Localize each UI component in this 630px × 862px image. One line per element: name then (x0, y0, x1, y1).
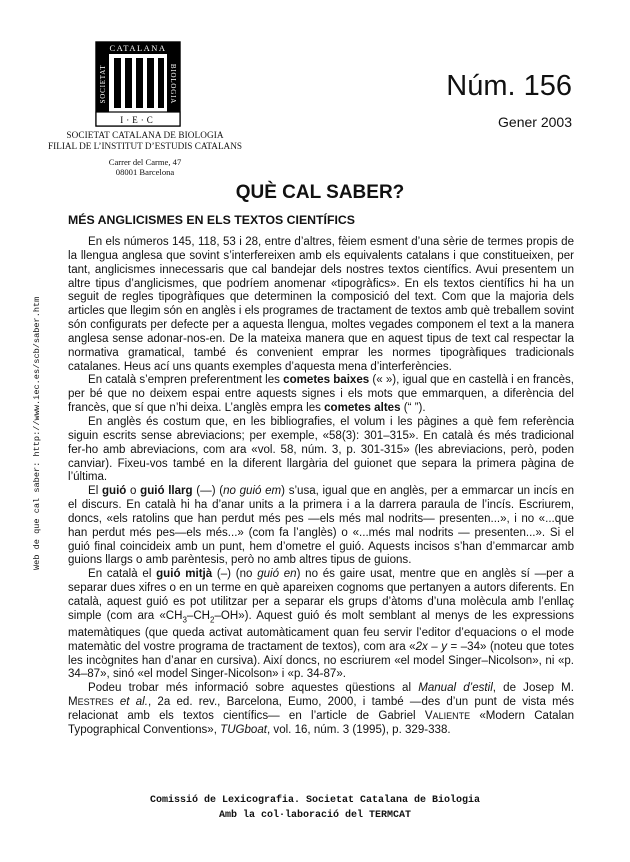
issue-date: Gener 2003 (498, 114, 572, 130)
article-body (68, 236, 574, 738)
footer-collaboration: Amb la col·laboració del TERMCAT (218, 810, 412, 821)
logo-text-bottom: I·E·C (120, 115, 156, 125)
address-city: 08001 Barcelona (115, 167, 175, 177)
issue-number: Núm. 156 (446, 70, 572, 102)
section-title: MÉS ANGLICISMES EN ELS TEXTOS CIENTÍFICS (68, 213, 355, 227)
paragraph-cometes: En català s’empren preferentment les cometes baixes (« »), igual que en castellà i en francès, per bé que no deixem espai entre aquests signes i els mots que emmarquen, a diferència del francès, que sí que n’hi deixa. L’anglès empra les cometes altes (“ ”). (68, 374, 574, 415)
page-title: QUÈ CAL SABER? (235, 182, 405, 203)
iec-logo (92, 40, 184, 128)
logo-text-right: BIOLOGIA (169, 63, 177, 105)
side-web-url: Web de que cal saber: http://www.iec.es/scb/saber.htm (32, 296, 42, 570)
logo-text-top: CATALANA (109, 43, 167, 53)
paragraph-guio-mitja: En català el guió mitjà (–) (no guió en) no és gaire usat, mentre que en anglès sí —per a separar dues xifres o en un terme en què apareixen cognoms que pertanyen a autors diferents. En català, aquest guió es pot utilitzar per a separar els grups d’àtoms d’una molècula amb l’enllaç simple (com ara «$CH_3-CH_2-OH$»). Aquest guió és molt semblant al menys de les expressions matemàtiques (que queda activat automàticament quan feu servir l’editor d’equacions o el mode matemàtic del vostre programa de tractament de textos), com ara «2x – y = –34» (noteu que totes les incògnites han d’anar en cursiva). Així doncs, no escriurem «el model Singer–Nicolson», ni «p. 34–87», sinó «el model Singer-Nicolson» i «p. 34-87». (68, 568, 574, 681)
paragraph-guio-llarg: El guió o guió llarg (—) (no guió em) s’usa, igual que en anglès, per a emmarcar un incís en el discurs. En català hi ha d’anar units a la primera i a la darrera paraula de l’incís. Escriurem, doncs, «els ratolins que han perdut més pes —els més mal nodrits— presenten...», i no «...que han perdut més pes—els més...» (com fa l’anglès) o «...més mal nodrits — presenten...». Si el guió final coincideix amb un punt, hem d’ometre el guió. Aquests incisos s’han d’emmarcar amb guions llargs o amb parèntesis, però no amb altres tipus de guions. (68, 485, 575, 567)
paragraph-bibliografies: En anglès és costum que, en les bibliografies, el volum i les pàgines a què fem referència siguin escrits sense abreviacions; per exemple, «58(3): 301–315». En català és més tradicional fer-ho amb abreviacions, com ara «vol. 58, núm. 3, p. 301-315» (les abreviacions, però, poden canviar). Fixeu-vos també en la diferent llargària del guionet que separa la primera pàgina de l’última. (68, 415, 574, 484)
address-street: Carrer del Carme, 47 (108, 157, 182, 167)
org-name: SOCIETAT CATALANA DE BIOLOGIA (66, 130, 224, 140)
footer-commission: Comissió de Lexicografia. Societat Catalana de Biologia (149, 795, 481, 806)
org-subtitle: FILIAL DE L’INSTITUT D’ESTUDIS CATALANS (48, 141, 242, 151)
paragraph-referencies: Podeu trobar més informació sobre aquestes qüestions al Manual d’estil, de Josep M. MESTRES et al., 2a ed. rev., Barcelona, Eumo, 2000, i també —des d’un punt de vista més relacionat amb els textos científics— en l’article de Gabriel VALIENTE «Modern Catalan Typographical Conventions», TUGboat, vol. 16, núm. 3 (1995), p. 329-338. (68, 682, 574, 736)
paragraph-intro: En els números 145, 118, 53 i 28, entre d’altres, fèiem esment d’una sèrie de termes propis de la llengua anglesa que sovint s’interfereixen amb els equivalents catalans i que constitueixen, per tant, anglicismes innecessaris que cal bandejar dels nostres textos científics. Avui presentem un altre tipus d’anglicismes, que podríem anomenar «tipogràfics». En els textos científics hi ha un seguit de regles tipogràfiques que determinen la composició del text. Com que la majoria dels articles que llegim són en anglès i els programes de tractament de textos amb què treballem sovint són configurats per defecte per a aquesta llengua, moltes vegades componem el text a la manera anglesa sense adonar-nos-en. De la mateixa manera que en aquest tipus de text cal respectar la normativa gramatical, també és convenient emprar les normes tipogràfiques tradicionals catalanes. Heus ací uns quants exemples d’aquesta mena d’interferències. (68, 236, 574, 373)
logo-text-left: SOCIETAT (99, 64, 107, 104)
